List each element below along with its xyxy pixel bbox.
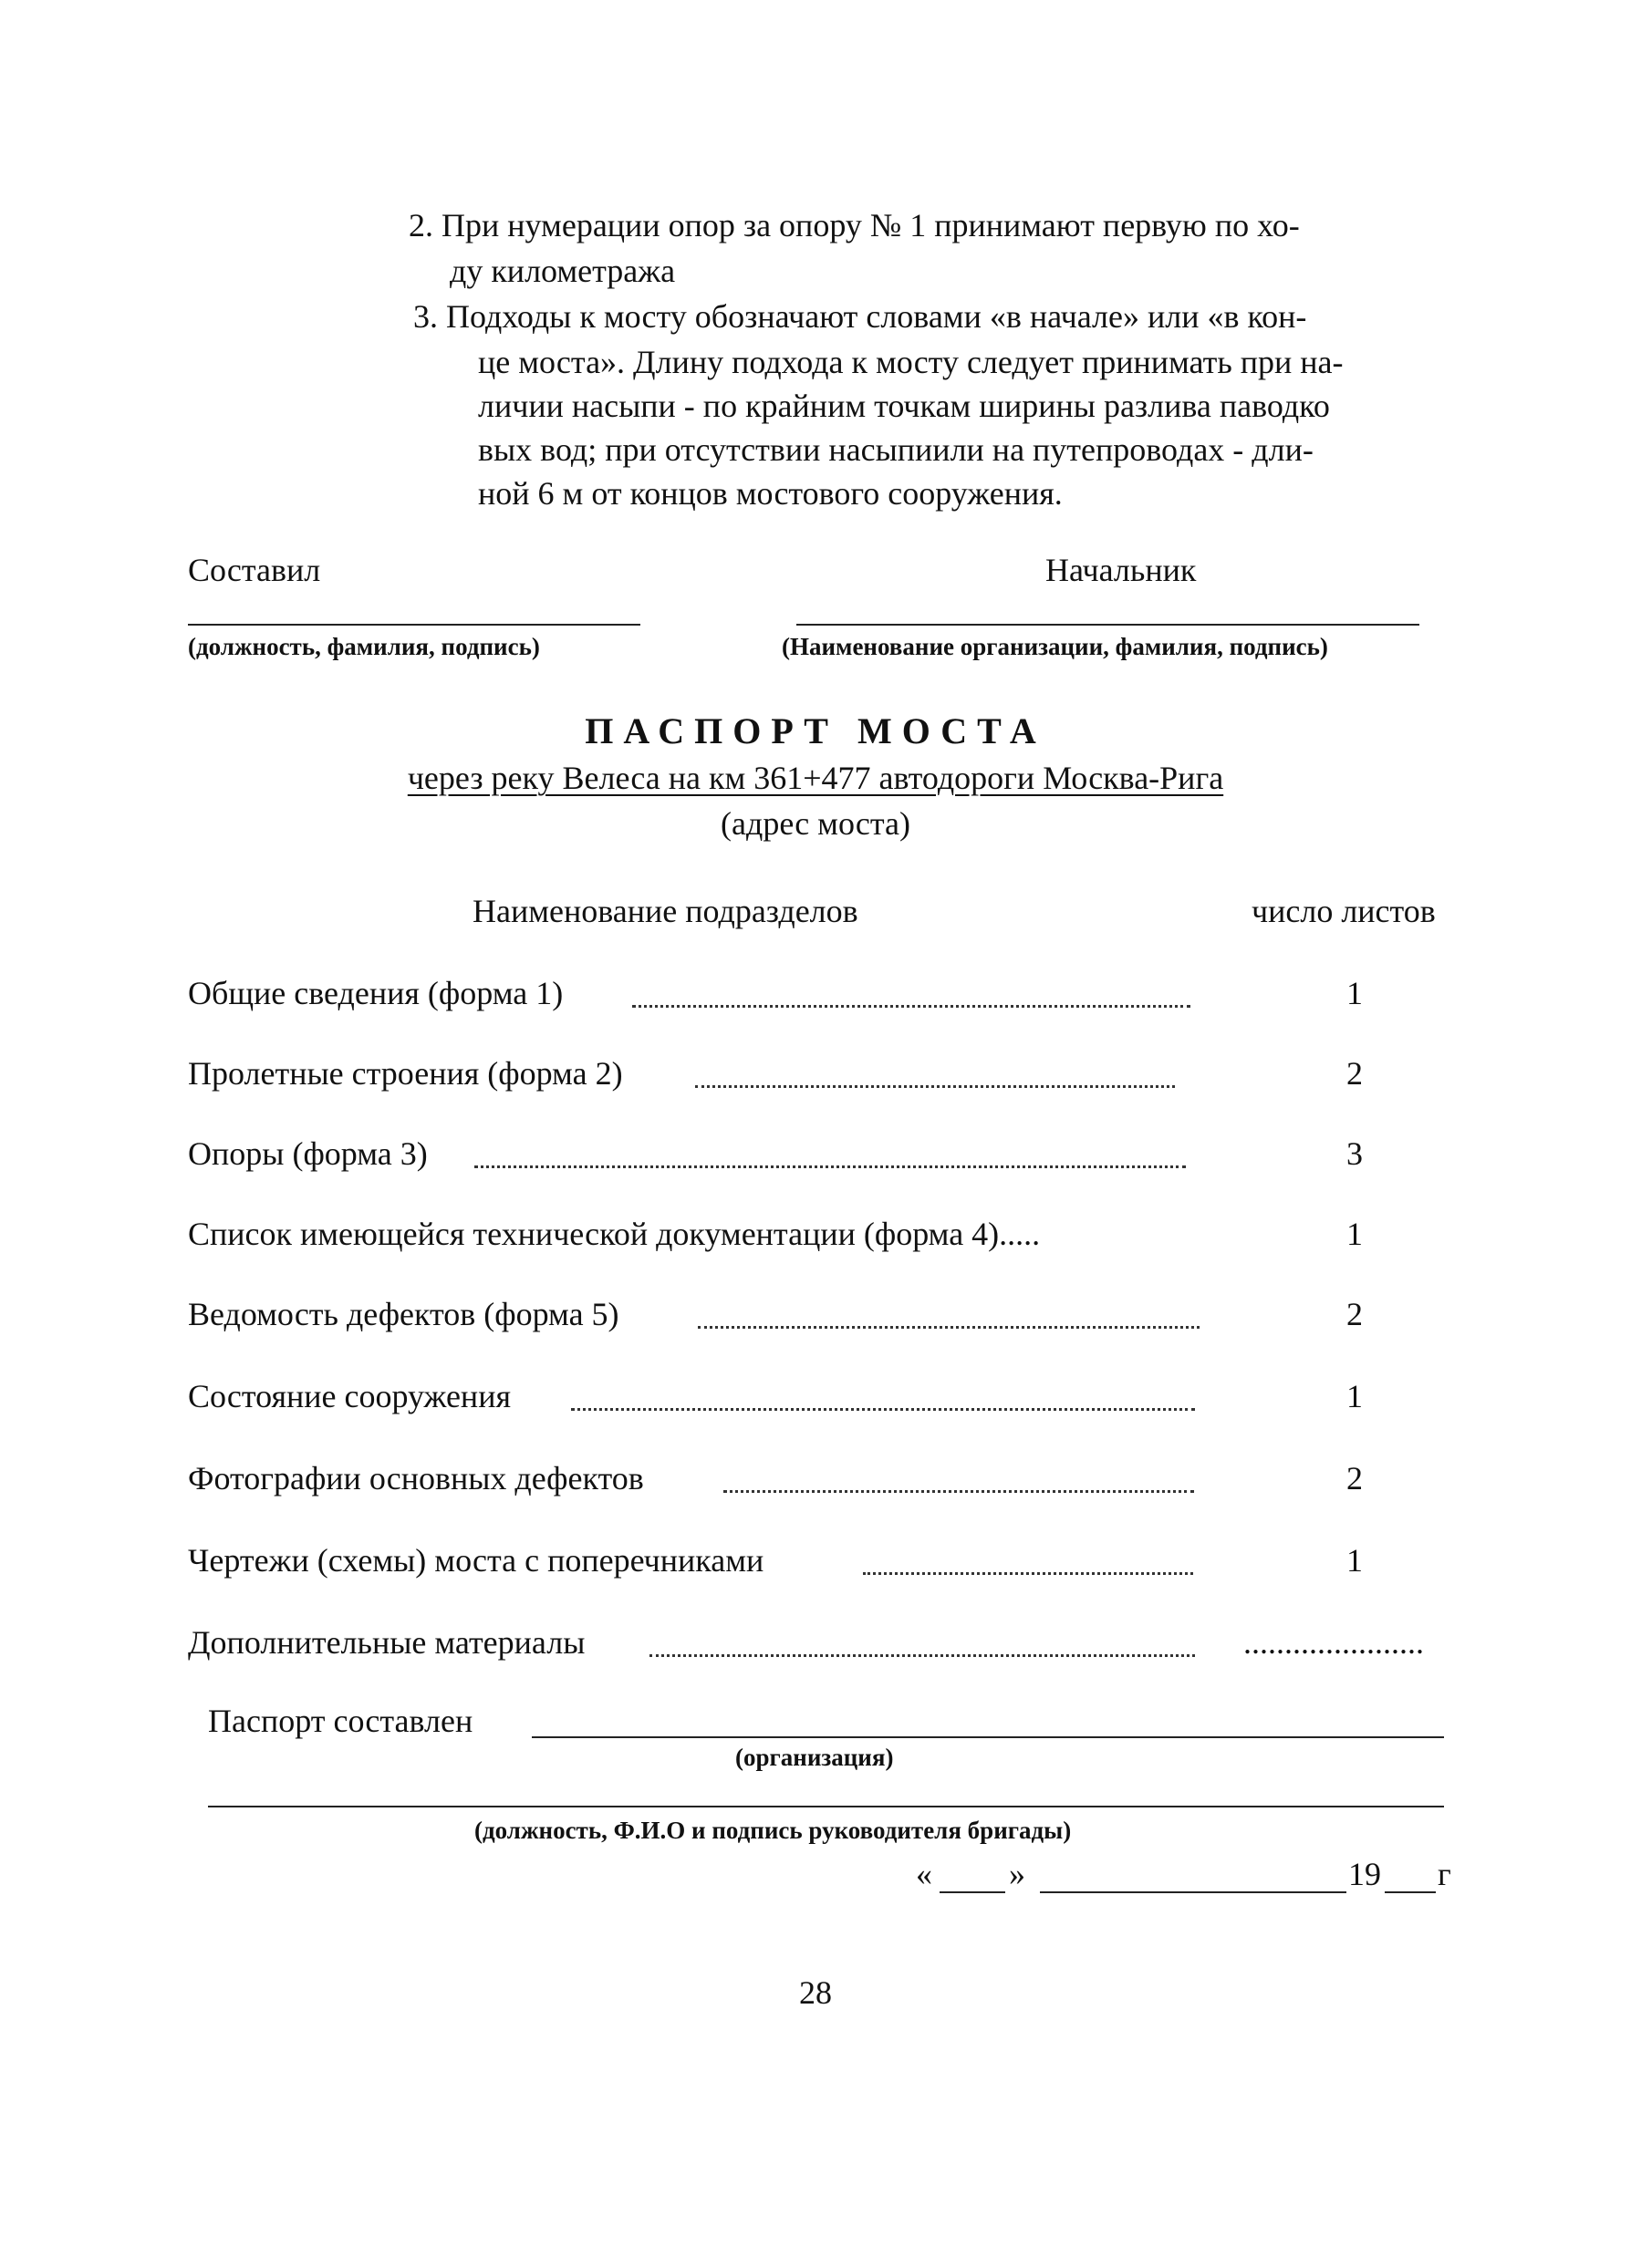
passport-title: ПАСПОРТ МОСТА: [585, 710, 1046, 751]
toc-row-label: Состояние сооружения: [188, 1378, 512, 1414]
toc-row-count: 2: [1346, 1055, 1363, 1092]
year-line: [1385, 1891, 1436, 1893]
toc-row-count: 1: [1346, 1378, 1363, 1414]
note-3-line-1: 3. Подходы к мосту обозначают словами «в начале» или «в кон-: [413, 298, 1307, 335]
toc-row-label: Фотографии основных дефектов: [188, 1460, 644, 1496]
toc-row-count: 3: [1346, 1135, 1363, 1172]
month-line: [1040, 1891, 1346, 1893]
compiled-label: Составил: [188, 552, 321, 588]
chief-signature-line: [796, 624, 1419, 626]
bridge-address: через реку Велеса на км 361+477 автодороги Москва-Рига: [407, 760, 1224, 796]
toc-leader-dots: [649, 1654, 1195, 1657]
toc-row-count: 2: [1346, 1460, 1363, 1496]
toc-leader-dots: [695, 1085, 1175, 1088]
compiled-caption: (должность, фамилия, подпись): [188, 633, 540, 660]
toc-row-label: Опоры (форма 3): [188, 1135, 428, 1172]
day-line: [940, 1891, 1005, 1893]
brigade-head-caption: (должность, Ф.И.О и подпись руководителя бригады): [474, 1817, 1072, 1844]
chief-caption: (Наименование организации, фамилия, подпись): [782, 633, 1328, 660]
toc-row-label: Список имеющейся технической документации (форма 4).....: [188, 1216, 1041, 1252]
toc-row-count: ......................: [1243, 1624, 1424, 1661]
toc-leader-dots: [474, 1165, 1186, 1168]
page-number: 28: [799, 1974, 832, 2011]
toc-leader-dots: [723, 1490, 1194, 1493]
toc-column-name: Наименование подразделов: [473, 893, 858, 929]
toc-row-count: 2: [1346, 1296, 1363, 1332]
note-2-line-2: ду километража: [450, 253, 676, 289]
toc-leader-dots: [863, 1572, 1193, 1575]
note-3-line-4: вых вод; при отсутствии насыпиили на путепроводах - дли-: [478, 431, 1314, 468]
note-2-line-1: 2. При нумерации опор за опору № 1 принимают первую по хо-: [409, 207, 1300, 243]
toc-row-label: Общие сведения (форма 1): [188, 975, 564, 1011]
toc-row-label: Ведомость дефектов (форма 5): [188, 1296, 619, 1332]
address-line-wrap: [0, 759, 1631, 797]
chief-label: Начальник: [1045, 552, 1197, 588]
organization-line: [532, 1736, 1444, 1738]
organization-caption: (организация): [735, 1744, 894, 1771]
toc-column-count: число листов: [1252, 893, 1436, 929]
toc-row-count: 1: [1346, 1542, 1363, 1579]
year-prefix: 19: [1348, 1856, 1381, 1892]
toc-row-label: Чертежи (схемы) моста с поперечниками: [188, 1542, 764, 1579]
toc-leader-dots: [698, 1326, 1200, 1329]
toc-row-count: 1: [1346, 975, 1363, 1011]
toc-row-label: Пролетные строения (форма 2): [188, 1055, 623, 1092]
date-close-quote: »: [1009, 1856, 1025, 1892]
note-3-line-5: ной 6 м от концов мостового сооружения.: [478, 475, 1063, 512]
compiled-by-label: Паспорт составлен: [208, 1703, 473, 1739]
compiled-signature-line: [188, 624, 640, 626]
toc-row-count: 1: [1346, 1216, 1363, 1252]
note-3-line-2: це моста». Длину подхода к мосту следует принимать при на-: [478, 344, 1344, 380]
toc-row-label: Дополнительные материалы: [188, 1624, 586, 1661]
date-open-quote: «: [916, 1856, 932, 1892]
address-caption: (адрес моста): [721, 805, 910, 842]
toc-leader-dots: [632, 1005, 1190, 1008]
brigade-head-line: [208, 1806, 1444, 1807]
note-3-line-3: личии насыпи - по крайним точкам ширины разлива паводко: [478, 388, 1330, 424]
toc-leader-dots: [571, 1408, 1195, 1411]
year-suffix: г: [1438, 1856, 1451, 1892]
